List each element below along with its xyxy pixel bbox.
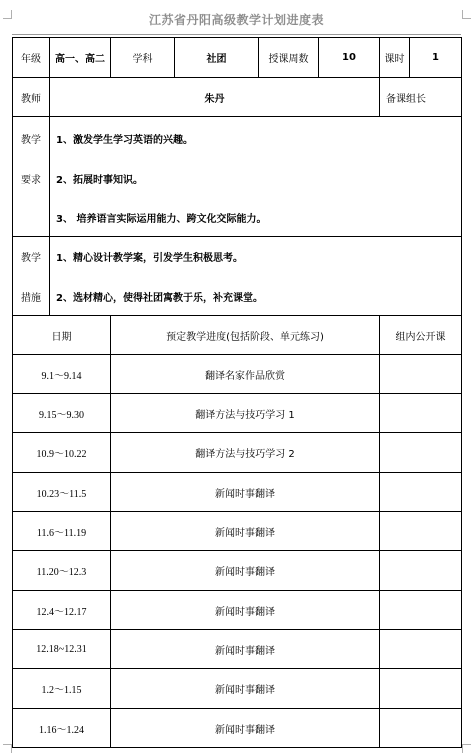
table-row: [13, 669, 462, 709]
schedule-date: 9.15～9.30: [13, 394, 111, 433]
subject-value: 社团: [175, 38, 259, 78]
document-title: 江苏省丹阳高级教学计划进度表: [148, 13, 324, 27]
grade-label: 年级: [13, 38, 50, 78]
table-row: [13, 551, 462, 591]
schedule-content: 新闻时事翻译: [111, 630, 380, 669]
schedule-header-row: [13, 316, 462, 355]
table-row: [13, 709, 462, 748]
table-row: [13, 512, 462, 551]
weeks-label: 授课周数: [259, 38, 319, 78]
schedule-content: 新闻时事翻译: [111, 669, 380, 709]
teacher-value: 朱丹: [50, 78, 380, 117]
table-row: [13, 433, 462, 473]
table-row: [13, 394, 462, 433]
schedule-content: 新闻时事翻译: [111, 591, 380, 630]
schedule-date: 10.9～10.22: [13, 433, 111, 473]
schedule-open-class: [380, 709, 462, 748]
measure-item: 1、精心设计教学案，引发学生积极思考。: [56, 253, 243, 264]
column-header-open-class: 组内公开课: [380, 316, 462, 355]
requirements-label-line-1: 教学: [21, 135, 41, 146]
requirement-item: 1、激发学生学习英语的兴趣。: [56, 135, 193, 146]
schedule-date: 1.16～1.24: [13, 709, 111, 748]
page-corner-mark: [462, 744, 471, 753]
header-row-1: [13, 38, 462, 78]
schedule-content: 新闻时事翻译: [111, 551, 380, 591]
subject-label: 学科: [111, 38, 175, 78]
table-row: [13, 473, 462, 512]
measures-label: [13, 237, 50, 316]
schedule-open-class: [380, 551, 462, 591]
teacher-label: 教师: [13, 78, 50, 117]
measures-label-line-1: 教学: [21, 253, 41, 264]
table-row: [13, 630, 462, 669]
schedule-open-class: [380, 473, 462, 512]
header-row-2: [13, 78, 462, 117]
schedule-open-class: [380, 433, 462, 473]
schedule-content: 新闻时事翻译: [111, 512, 380, 551]
hours-label: 课时: [380, 38, 410, 78]
column-header-progress: 预定教学进度(包括阶段、单元练习): [111, 316, 380, 355]
schedule-open-class: [380, 394, 462, 433]
schedule-content: 新闻时事翻译: [111, 709, 380, 748]
title-rule: [12, 34, 461, 35]
requirement-item: 3、 培养语言实际运用能力、跨文化交际能力。: [56, 214, 267, 225]
schedule-open-class: [380, 355, 462, 394]
requirement-item: 2、拓展时事知识。: [56, 175, 143, 186]
schedule-content: 新闻时事翻译: [111, 473, 380, 512]
requirements-row: [13, 117, 462, 237]
schedule-open-class: [380, 591, 462, 630]
column-header-date: 日期: [13, 316, 111, 355]
requirements-label: [13, 117, 50, 237]
schedule-date: 11.20～12.3: [13, 551, 111, 591]
table-row: [13, 355, 462, 394]
schedule-date: 10.23～11.5: [13, 473, 111, 512]
schedule-open-class: [380, 630, 462, 669]
schedule-date: 12.18~12.31: [13, 630, 111, 669]
schedule-content: 翻译方法与技巧学习 2: [111, 433, 380, 473]
schedule-content: 翻译方法与技巧学习 1: [111, 394, 380, 433]
group-leader-label: 备课组长: [380, 78, 462, 117]
requirements-content: [50, 117, 462, 237]
measures-label-line-2: 措施: [21, 293, 41, 304]
schedule-open-class: [380, 669, 462, 709]
schedule-open-class: [380, 512, 462, 551]
hours-value: 1: [410, 38, 462, 78]
page-corner-mark: [3, 744, 12, 753]
plan-table: [12, 37, 462, 748]
requirements-label-line-2: 要求: [21, 175, 41, 186]
weeks-value: 10: [319, 38, 380, 78]
schedule-date: 11.6～11.19: [13, 512, 111, 551]
measures-content: [50, 237, 462, 316]
schedule-date: 1.2～1.15: [13, 669, 111, 709]
measure-item: 2、选材精心，使得社团寓教于乐，补充课堂。: [56, 293, 263, 304]
measures-row: [13, 237, 462, 316]
grade-value: 高一、高二: [50, 38, 111, 78]
schedule-date: 9.1～9.14: [13, 355, 111, 394]
schedule-content: 翻译名家作品欣赏: [111, 355, 380, 394]
table-row: [13, 591, 462, 630]
schedule-date: 12.4～12.17: [13, 591, 111, 630]
